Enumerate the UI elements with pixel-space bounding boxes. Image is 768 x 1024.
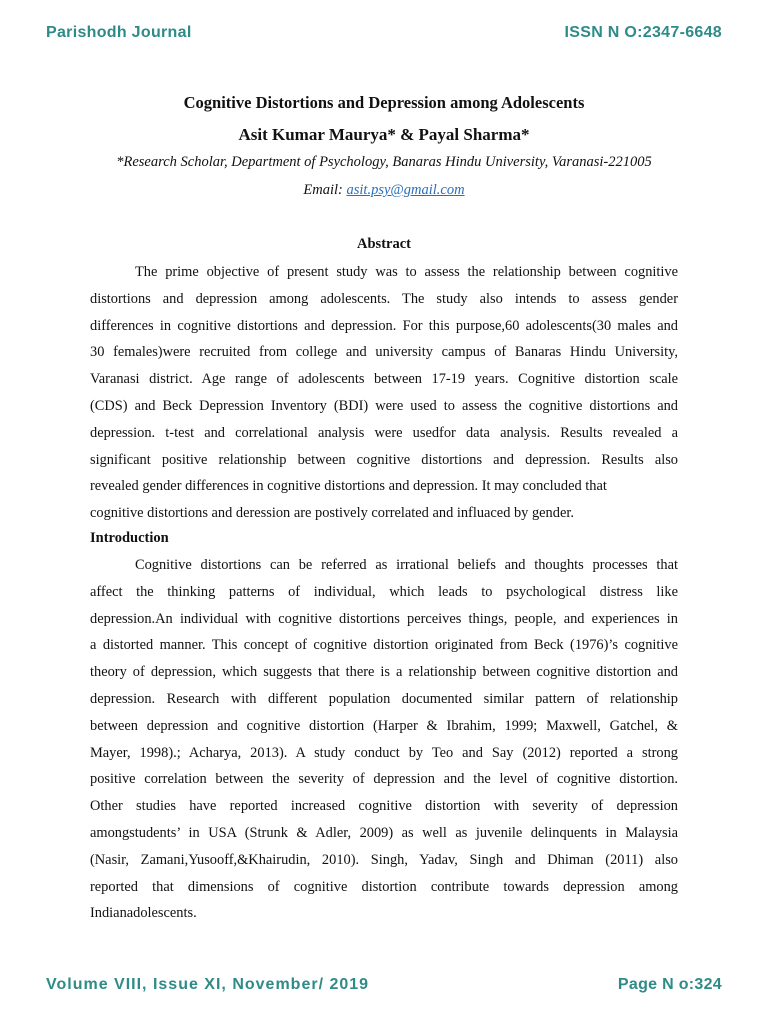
introduction-line: between depression and cognitive distortion (Harper & Ibrahim, 1999; Maxwell, Gatchel, & (90, 717, 678, 734)
introduction-line: amongstudents’ in USA (Strunk & Adler, 2009) as well as juvenile delinquents in Malaysia (90, 824, 678, 841)
introduction-line: (Nasir, Zamani,Yusooff,&Khairudin, 2010). Singh, Yadav, Singh and Dhiman (2011) also (90, 851, 678, 868)
introduction-line: affect the thinking patterns of individual, which leads to psychological distress like (90, 583, 678, 600)
page-number: Page N o:324 (617, 976, 722, 993)
abstract-line: significant positive relationship between cognitive distortions and depression. Results also (90, 451, 678, 468)
introduction-heading: Introduction (90, 530, 169, 546)
abstract-line: The prime objective of present study was to assess the relationship between cognitive (135, 264, 678, 280)
abstract-line: (CDS) and Beck Depression Inventory (BDI) were used to assess the cognitive distortions and (90, 397, 678, 414)
email-line (0, 182, 768, 199)
introduction-line: depression.An individual with cognitive distortions perceives things, people, and experiences in (90, 610, 678, 627)
introduction-line: theory of depression, which suggests that there is a relationship between cognitive distortion and (90, 664, 678, 681)
abstract-body (90, 259, 678, 527)
journal-name: Parishodh Journal (46, 24, 192, 41)
abstract-line: Varanasi district. Age range of adolescents between 17-19 years. Cognitive distortion scale (90, 371, 678, 388)
introduction-line: a distorted manner. This concept of cognitive distortion originated from Beck (1976)’s cognitive (90, 637, 678, 654)
introduction-body (90, 552, 678, 927)
introduction-line: Other studies have reported increased cognitive distortion with severity of depression (90, 798, 678, 815)
email-link[interactable]: asit.psy@gmail.com (346, 182, 465, 198)
email-label: Email: (303, 182, 347, 198)
abstract-line: 30 females)were recruited from college and university campus of Banaras Hindu University, (90, 344, 678, 361)
abstract-line: differences in cognitive distortions and depression. For this purpose,60 adolescents(30 males and (90, 317, 678, 334)
introduction-line: Cognitive distortions can be referred as irrational beliefs and thoughts processes that (135, 557, 678, 573)
abstract-line: cognitive distortions and deression are postively correlated and influaced by gender. (90, 505, 574, 522)
article-title: Cognitive Distortions and Depression among Adolescents (183, 93, 585, 112)
introduction-line: Mayer, 1998).; Acharya, 2013). A study conduct by Teo and Say (2012) reported a strong (90, 744, 678, 761)
introduction-line: depression. Research with different population documented similar pattern of relationship (90, 690, 678, 707)
issn-number: ISSN N O:2347-6648 (564, 24, 722, 41)
introduction-line: Indianadolescents. (90, 905, 197, 922)
abstract-heading: Abstract (357, 236, 411, 252)
abstract-line: depression. t-test and correlational analysis were usedfor data analysis. Results revealed a (90, 424, 678, 441)
author-affiliation: *Research Scholar, Department of Psychology, Banaras Hindu University, Varanasi-221005 (116, 154, 652, 170)
abstract-line: revealed gender differences in cognitive distortions and depression. It may concluded that (90, 478, 607, 495)
introduction-line: positive correlation between the severity of depression and the level of cognitive distortion. (90, 771, 678, 788)
introduction-line: reported that dimensions of cognitive distortion contribute towards depression among (90, 878, 678, 895)
issue-info: Volume VIII, Issue XI, November/ 2019 (46, 976, 370, 993)
abstract-line: distortions and depression among adolescents. The study also intends to assess gender (90, 290, 678, 307)
article-authors: Asit Kumar Maurya* & Payal Sharma* (238, 125, 530, 144)
